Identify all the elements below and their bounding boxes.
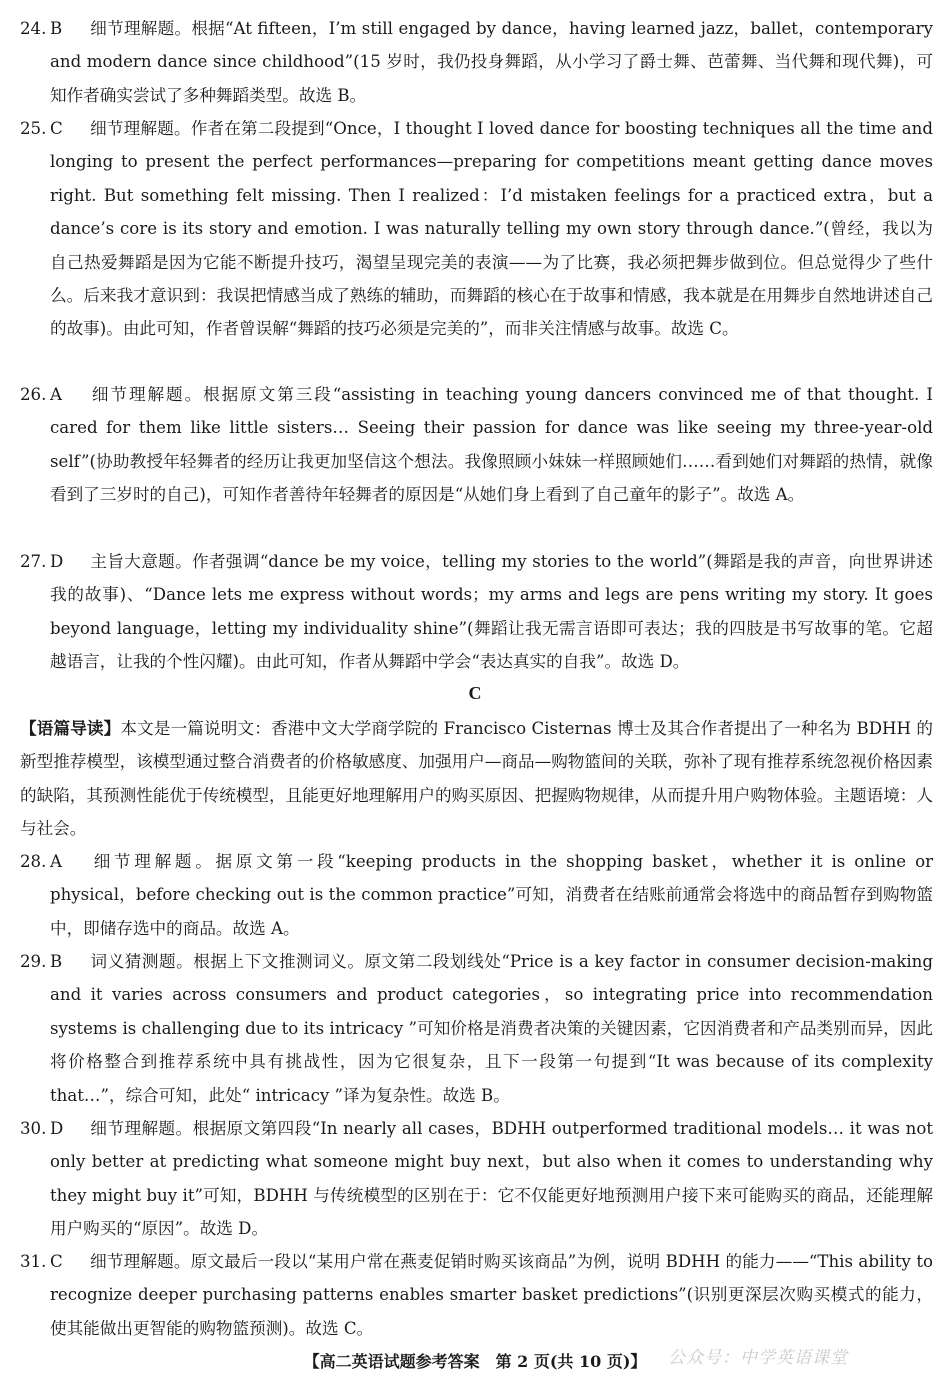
item-explanation: 主旨大意题。作者强调“dance be my voice，telling my stories to the world”(舞蹈是我的声音，向世界讲述我的故事)、“Dance lets me express without words；my arms and legs are pens writing my story. It goes beyond language，letting my individuality shine”(舞蹈让我无需言语即可表达；我的四肢是书写故事的笔。它超越语言，让我的个性闪耀)。由此可知，作者从舞蹈中学会“表达真实的自我”。故选 D。 [50, 552, 933, 672]
answer-item-26 [20, 378, 933, 512]
item-explanation: 细节理解题。原文最后一段以“某用户常在燕麦促销时购买该商品”为例，说明 BDHH 的能力——“This ability to recognize deeper purchasing patterns enables smarter basket predictions”(识别更深层次购买模式的能力，使其能做出更智能的购物篮预测)。故选 C。 [50, 1252, 933, 1338]
answer-item-29 [20, 945, 933, 1112]
page-footer: 【高二英语试题参考答案 第 2 页(共 10 页)】 [303, 1352, 647, 1371]
answer-item-24 [20, 12, 933, 112]
item-explanation: 细节理解题。根据原文第三段“assisting in teaching young dancers convinced me of that thought. I cared for them like little sisters… Seeing their passion for dance was like seeing my three-year-old self”(协助教授年轻舞者的经历让我更加坚信这个想法。我像照顾小妹妹一样照顾她们……看到她们对舞蹈的热情，就像看到了三岁时的自己)，可知作者善待年轻舞者的原因是“从她们身上看到了自己童年的影子”。故选 A。 [50, 385, 933, 505]
item-explanation: 细节理解题。根据“At fifteen，I’m still engaged by dance，having learned jazz，ballet，contemporary and modern dance since childhood”(15 岁时，我仍投身舞蹈，从小学习了爵士舞、芭蕾舞、当代舞和现代舞)，可知作者确实尝试了多种舞蹈类型。故选 B。 [50, 19, 933, 105]
passage-guide-text: 本文是一篇说明文：香港中文大学商学院的 Francisco Cisternas 博士及其合作者提出了一种名为 BDHH 的新型推荐模型，该模型通过整合消费者的价格敏感度、加强用户—商品—购物篮间的关联，弥补了现有推荐系统忽视价格因素的缺陷，其预测性能优于传统模型，且能更好地理解用户的购买原因、把握购物规律，从而提升用户购物体验。主题语境：人与社会。 [20, 719, 934, 839]
item-number: 31. [20, 1252, 47, 1271]
item-answer: B [50, 952, 63, 971]
answer-item-25 [20, 112, 933, 346]
item-explanation: 细节理解题。根据原文第四段“In nearly all cases，BDHH outperformed traditional models… it was not only better at predicting what someone might buy next，but also when it comes to understanding why they might buy it”可知，BDHH 与传统模型的区别在于：它不仅能更好地预测用户接下来可能购买的商品，还能理解用户购买的“原因”。故选 D。 [50, 1119, 933, 1239]
watermark: 公众号：中学英语课堂 [668, 1348, 848, 1368]
item-number: 24. [20, 19, 47, 38]
item-number: 30. [20, 1119, 47, 1138]
answer-item-30 [20, 1112, 933, 1246]
item-number: 26. [20, 385, 47, 404]
item-answer: C [50, 1252, 63, 1271]
answer-item-28 [20, 845, 933, 945]
item-number: 29. [20, 952, 47, 971]
answer-item-31 [20, 1245, 933, 1345]
item-number: 27. [20, 552, 47, 571]
item-number: 25. [20, 119, 47, 138]
answer-item-27 [20, 545, 933, 679]
passage-guide [20, 712, 933, 846]
section-heading-c: C [468, 683, 482, 703]
item-answer: B [50, 19, 63, 38]
item-explanation: 词义猜测题。根据上下文推测词义。原文第二段划线处“Price is a key factor in consumer decision-making and it varies across consumers and product categories，so integrating price into recommendation systems is challenging due to its intricacy ”可知价格是消费者决策的关键因素，它因消费者和产品类别而异，因此将价格整合到推荐系统中具有挑战性，因为它很复杂，且下一段第一句提到“It was because of its complexity that…”，综合可知，此处“ intricacy ”译为复杂性。故选 B。 [50, 952, 933, 1105]
item-explanation: 细节理解题。作者在第二段提到“Once，I thought I loved dance for boosting techniques all the time and longing to present the perfect performances—preparing for competitions meant getting dance moves right. But something felt missing. Then I realized：I’d mistaken feelings for a practiced extra，but a dance’s core is its story and emotion. I was naturally telling my own story through dance.”(曾经，我以为自己热爱舞蹈是因为它能不断提升技巧，渴望呈现完美的表演——为了比赛，我必须把舞步做到位。但总觉得少了些什么。后来我才意识到：我误把情感当成了熟练的辅助，而舞蹈的核心在于故事和情感，我本就是在用舞步自然地讲述自己的故事)。由此可知，作者曾误解“舞蹈的技巧必须是完美的”，而非关注情感与故事。故选 C。 [50, 119, 933, 339]
item-number: 28. [20, 852, 47, 871]
item-answer: D [50, 1119, 64, 1138]
item-answer: A [50, 385, 62, 404]
passage-guide-label: 【语篇导读】 [20, 718, 121, 738]
item-answer: A [50, 852, 62, 871]
item-explanation: 细节理解题。据原文第一段“keeping products in the shopping basket，whether it is online or physical，before checking out is the common practice”可知，消费者在结账前通常会将选中的商品暂存到购物篮中，即储存选中的商品。故选 A。 [50, 852, 933, 938]
item-answer: C [50, 119, 63, 138]
item-answer: D [50, 552, 64, 571]
